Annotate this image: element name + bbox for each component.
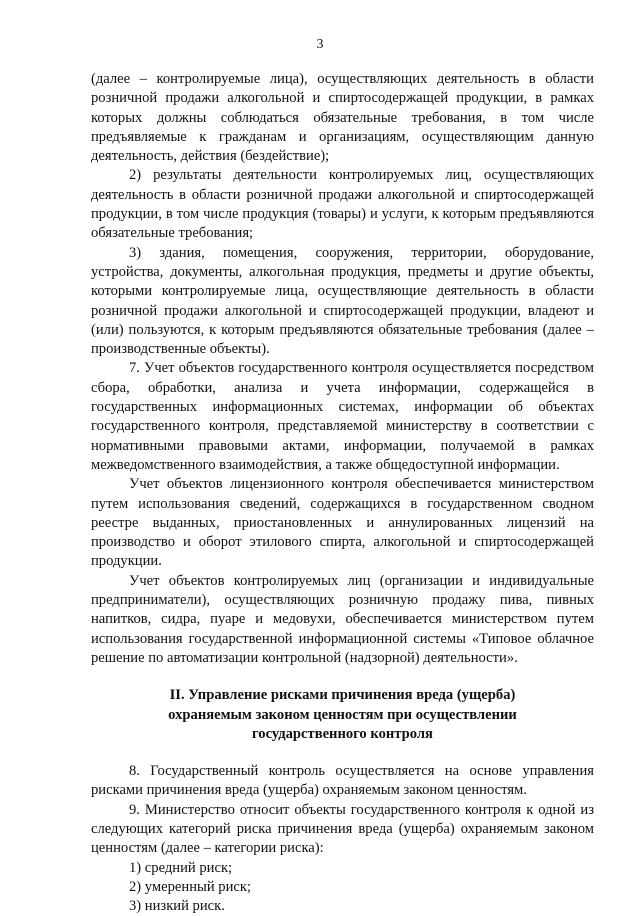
paragraph-retail-accounting: Учет объектов контролируемых лиц (организации и индивидуальные предприниматели), осуществляющих розничную продажу пива, пивных напитков, сидра, пуаре и медовухи, обеспечивается министерством путем использования государственной информационной системы «Типовое облачное решение по автоматизации контрольной (надзорной) деятельности». [91, 572, 594, 666]
paragraph-item-2: 2) результаты деятельности контролируемых лиц, осуществляющих деятельность в области розничной продажи алкогольной и спиртосодержащей продукции, в том числе продукция (товары) и услуги, к которым предъявляются обязательные требования; [91, 167, 594, 242]
paragraph-clause-8: 8. Государственный контроль осуществляется на основе управления рисками причинения вреда (ущерба) охраняемым законом ценностям. [91, 763, 594, 799]
paragraph-item-3: 3) здания, помещения, сооружения, территории, оборудование, устройства, документы, алкогольная продукция, предметы и другие объекты, которыми контролируемые лица, осуществляющие деятельность в области розничной продажи алкогольной и спиртосодержащей продукции, владеют и (или) пользуются, к которым предъявляются обязательные требования (далее – производственные объекты). [91, 244, 594, 358]
paragraph-license-accounting: Учет объектов лицензионного контроля обеспечивается министерством путем использования сведений, содержащихся в государственном сводном реестре выданных, приостановленных и аннулированных лицензий на производство и оборот этилового спирта, алкогольной и спиртосодержащей продукции. [91, 476, 594, 570]
section-heading-line-2: охраняемым законом ценностям при осуществлении [168, 706, 517, 723]
paragraph-continuation: (далее – контролируемые лица), осуществляющих деятельность в области розничной продажи алкогольной и спиртосодержащей продукции, в рамках которых должны соблюдаться обязательные требования, в том числе предъявляемые к гражданам и организациям, осуществляющим данную деятельность, действия (бездействие); [91, 71, 594, 165]
paragraph-clause-9: 9. Министерство относит объекты государственного контроля к одной из следующих категорий риска причинения вреда (ущерба) охраняемым законом ценностям (далее – категории риска): [91, 801, 594, 857]
risk-category-low: 3) низкий риск. [129, 898, 225, 915]
section-heading-line-3: государственного контроля [252, 725, 433, 742]
page-number: 3 [316, 37, 324, 52]
risk-category-medium: 1) средний риск; [129, 859, 233, 876]
section-heading [91, 686, 594, 744]
paragraph-clause-7: 7. Учет объектов государственного контроля осуществляется посредством сбора, обработки, анализа и учета информации, содержащейся в государственных информационных системах, информации об объектах государственного контроля, представляемой министерству в соответствии с нормативными правовыми актами, информации, получаемой в рамках межведомственного взаимодействия, а также общедоступной информации. [91, 360, 594, 473]
section-heading-line-1: II. Управление рисками причинения вреда (ущерба) [169, 687, 516, 704]
risk-category-moderate: 2) умеренный риск; [129, 878, 252, 895]
document-body [91, 70, 594, 916]
